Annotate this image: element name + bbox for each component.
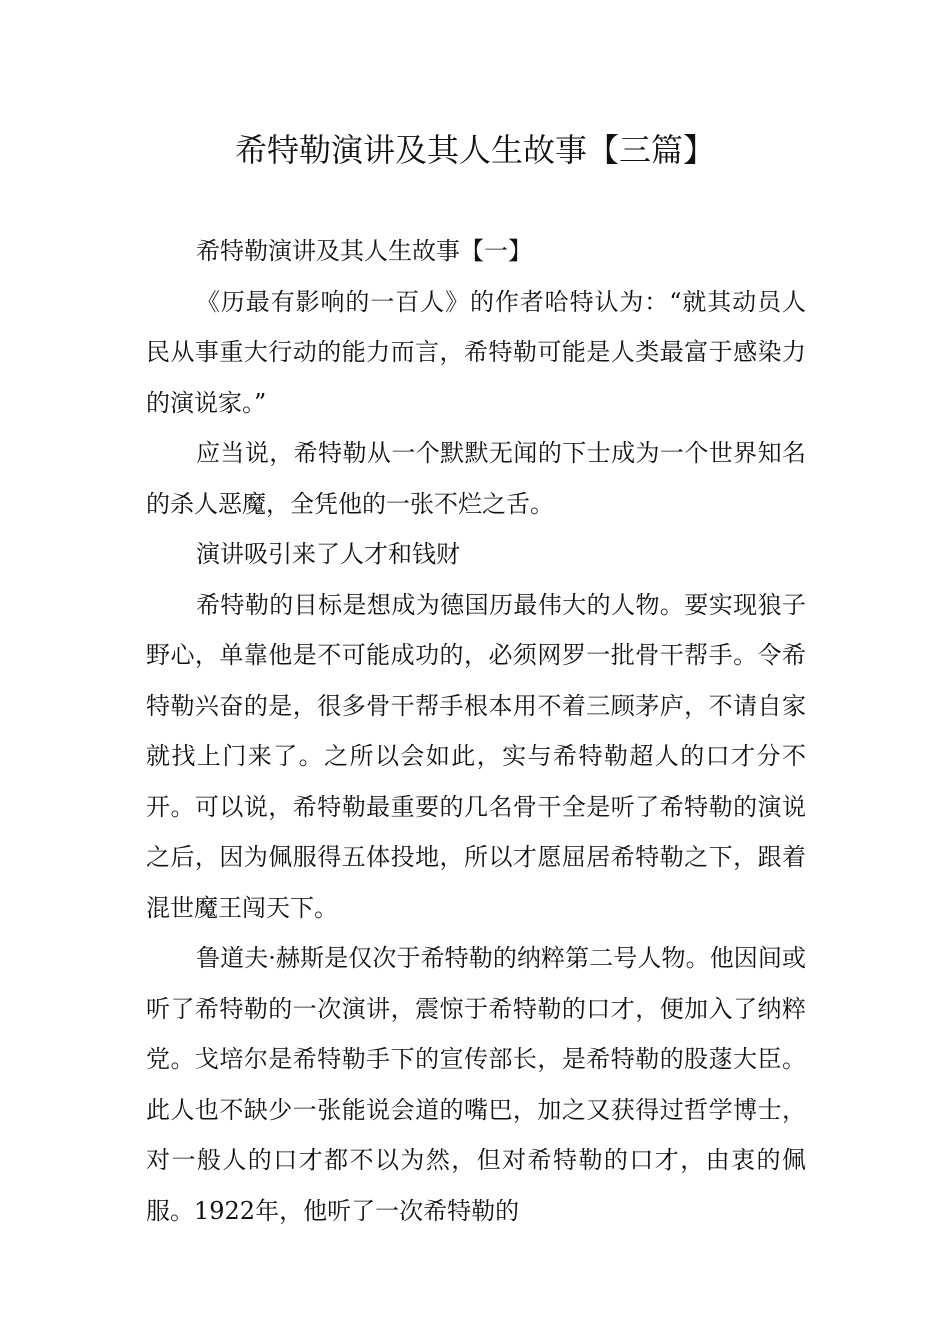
paragraph: 鲁道夫·赫斯是仅次于希特勒的纳粹第二号人物。他因间或听了希特勒的一次演讲，震惊于希特勒的口才，便加入了纳粹党。戈培尔是希特勒手下的宣传部长，是希特勒的股蓫大臣。此人也不缺少一张能说会道的嘴巴，加之又获得过哲学博士，对一般人的口才都不以为然，但对希特勒的口才，由衷的佩服。1922年，他听了一次希特勒的 bbox=[146, 944, 806, 1225]
paragraph: 《历最有影响的一百人》的作者哈特认为：“就其动员人民从事重大行动的能力而言，希特勒可能是人类最富于感染力的演说家。” bbox=[146, 287, 806, 417]
section-heading-1: 希特勒演讲及其人生故事【一】 bbox=[196, 237, 532, 265]
document-title: 希特勒演讲及其人生故事【三篇】 bbox=[234, 131, 715, 169]
document-body bbox=[146, 226, 806, 1236]
paragraph: 应当说，希特勒从一个默默无闻的下士成为一个世界知名的杀人恶魔，全凭他的一张不烂之舌。 bbox=[146, 439, 806, 518]
subheading: 演讲吸引来了人才和钱财 bbox=[196, 540, 460, 568]
paragraph: 希特勒的目标是想成为德国历最伟大的人物。要实现狼子野心，单靠他是不可能成功的，必须网罗一批骨干帮手。令希特勒兴奋的是，很多骨干帮手根本用不着三顾茅庐，不请自家就找上门来了。之所以会如此，实与希特勒超人的口才分不开。可以说，希特勒最重要的几名骨干全是听了希特勒的演说之后，因为佩服得五体投地，所以才愿屈居希特勒之下，跟着混世魔王闯天下。 bbox=[146, 590, 806, 922]
